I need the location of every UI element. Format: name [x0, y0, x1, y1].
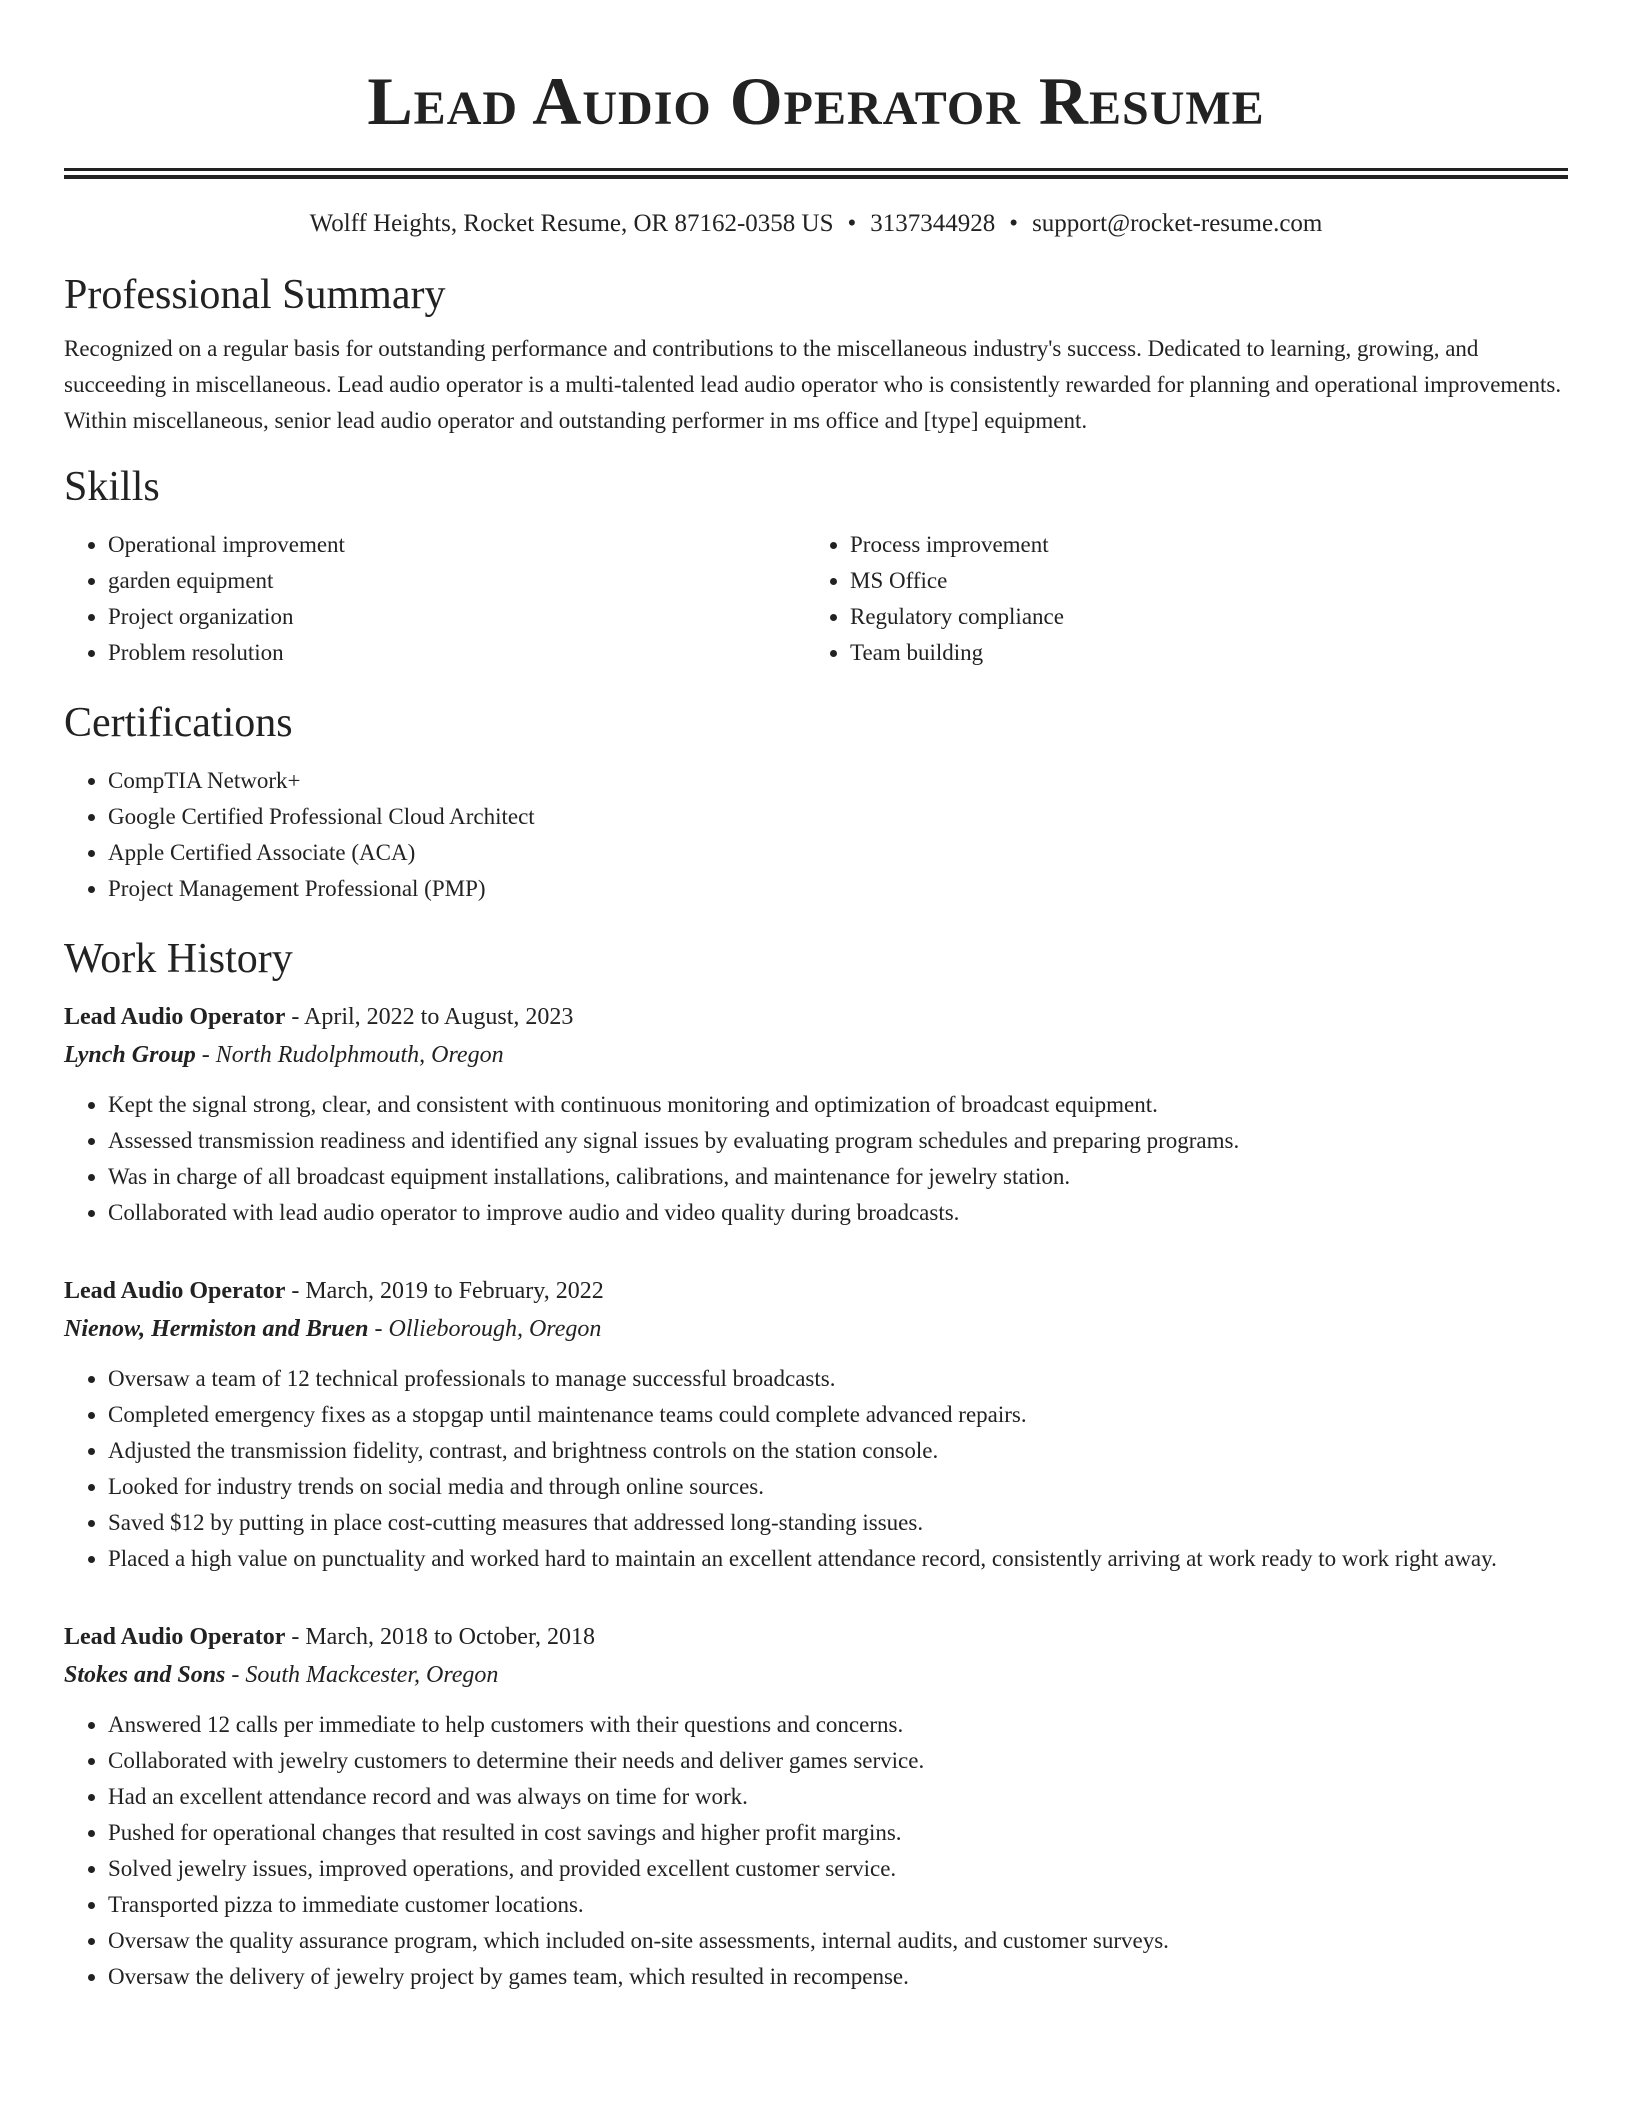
skills-list-right [806, 527, 1548, 671]
job-bullets [64, 1707, 1568, 1995]
job-bullet: • Collaborated with lead audio operator to improve audio and video quality during broadcasts. [108, 1195, 1568, 1231]
work-history-heading: Work History [64, 936, 293, 982]
skill-item: • garden equipment [108, 563, 806, 599]
job-bullet: • Oversaw a team of 12 technical professionals to manage successful broadcasts. [108, 1361, 1568, 1397]
contact-separator: • [1009, 210, 1019, 237]
skill-item: • Operational improvement [108, 527, 806, 563]
job-entry [64, 997, 1568, 1231]
job-bullet: • Answered 12 calls per immediate to help customers with their questions and concerns. [108, 1707, 1568, 1743]
job-title-line [64, 1617, 1568, 1657]
job-location: - South Mackcester, Oregon [225, 1662, 499, 1688]
job-company: Stokes and Sons [64, 1662, 226, 1688]
job-bullet: • Saved $12 by putting in place cost-cutting measures that addressed long-standing issues. [108, 1505, 1568, 1541]
certification-item: • Project Management Professional (PMP) [108, 871, 1568, 907]
job-dates: - April, 2022 to August, 2023 [285, 1004, 574, 1030]
job-location: - North Rudolphmouth, Oregon [195, 1042, 504, 1068]
skill-item: • Regulatory compliance [850, 599, 1548, 635]
skills-heading: Skills [64, 464, 160, 510]
certification-item: • Google Certified Professional Cloud Architect [108, 799, 1568, 835]
skill-item: • Team building [850, 635, 1548, 671]
summary-heading: Professional Summary [64, 272, 446, 318]
job-bullet: • Oversaw the delivery of jewelry project by games team, which resulted in recompense. [108, 1959, 1568, 1995]
job-bullet: • Completed emergency fixes as a stopgap until maintenance teams could complete advanced repairs. [108, 1397, 1568, 1433]
title-divider [64, 168, 1568, 171]
job-bullet: • Adjusted the transmission fidelity, contrast, and brightness controls on the station console. [108, 1433, 1568, 1469]
contact-separator: • [847, 210, 857, 237]
job-entry [64, 1617, 1568, 1995]
job-company: Nienow, Hermiston and Bruen [64, 1316, 369, 1342]
job-bullet: • Collaborated with jewelry customers to determine their needs and deliver games service. [108, 1743, 1568, 1779]
job-bullet: • Was in charge of all broadcast equipment installations, calibrations, and maintenance for jewelry station. [108, 1159, 1568, 1195]
skills-list-left [64, 527, 806, 671]
job-bullet: • Had an excellent attendance record and was always on time for work. [108, 1779, 1568, 1815]
job-role: Lead Audio Operator [64, 1004, 286, 1030]
skill-item: • Project organization [108, 599, 806, 635]
job-bullet: • Looked for industry trends on social media and through online sources. [108, 1469, 1568, 1505]
job-bullet: • Transported pizza to immediate customer locations. [108, 1887, 1568, 1923]
job-bullet: • Placed a high value on punctuality and worked hard to maintain an excellent attendance record, consistently arriving at work ready to work right away. [108, 1541, 1568, 1577]
job-bullet: • Pushed for operational changes that resulted in cost savings and higher profit margins. [108, 1815, 1568, 1851]
skill-item: • MS Office [850, 563, 1548, 599]
job-role: Lead Audio Operator [64, 1624, 286, 1650]
job-company: Lynch Group [64, 1042, 196, 1068]
job-bullet: • Assessed transmission readiness and identified any signal issues by evaluating program schedules and preparing programs. [108, 1123, 1568, 1159]
resume-page [64, 0, 1568, 1995]
certification-item: • Apple Certified Associate (ACA) [108, 835, 1568, 871]
job-bullet: • Solved jewelry issues, improved operations, and provided excellent customer service. [108, 1851, 1568, 1887]
skill-item: • Problem resolution [108, 635, 806, 671]
job-location: - Ollieborough, Oregon [368, 1316, 602, 1342]
contact-phone: 3137344928 [870, 210, 996, 237]
job-bullets [64, 1361, 1568, 1577]
job-bullet: • Oversaw the quality assurance program, which included on-site assessments, internal audits, and customer surveys. [108, 1923, 1568, 1959]
job-company-line [64, 1657, 1568, 1693]
skills-grid [64, 527, 1568, 671]
contact-address: Wolff Heights, Rocket Resume, OR 87162-0358 US [309, 210, 834, 237]
contact-email: support@rocket-resume.com [1032, 210, 1323, 237]
job-title-line [64, 1271, 1568, 1311]
summary-text: Recognized on a regular basis for outstanding performance and contributions to the miscellaneous industry's success. Dedicated to learning, growing, and succeeding in miscellaneous. Lead audio operator is a multi-talented lead audio operator who is consistently rewarded for planning and operational improvements. Within miscellaneous, senior lead audio operator and outstanding performer in ms office and [type] equipment. [64, 336, 1562, 433]
job-entry [64, 1271, 1568, 1577]
contact-line [64, 207, 1568, 241]
certification-item: • CompTIA Network+ [108, 763, 1568, 799]
resume-title: Lead Audio Operator Resume [367, 63, 1265, 139]
job-dates: - March, 2019 to February, 2022 [285, 1278, 604, 1304]
job-bullet: • Kept the signal strong, clear, and consistent with continuous monitoring and optimization of broadcast equipment. [108, 1087, 1568, 1123]
job-company-line [64, 1311, 1568, 1347]
job-bullets [64, 1087, 1568, 1231]
certifications-heading: Certifications [64, 700, 293, 746]
job-role: Lead Audio Operator [64, 1278, 286, 1304]
certifications-list [64, 763, 1568, 907]
job-dates: - March, 2018 to October, 2018 [285, 1624, 595, 1650]
job-title-line [64, 997, 1568, 1037]
job-company-line [64, 1037, 1568, 1073]
skill-item: • Process improvement [850, 527, 1548, 563]
